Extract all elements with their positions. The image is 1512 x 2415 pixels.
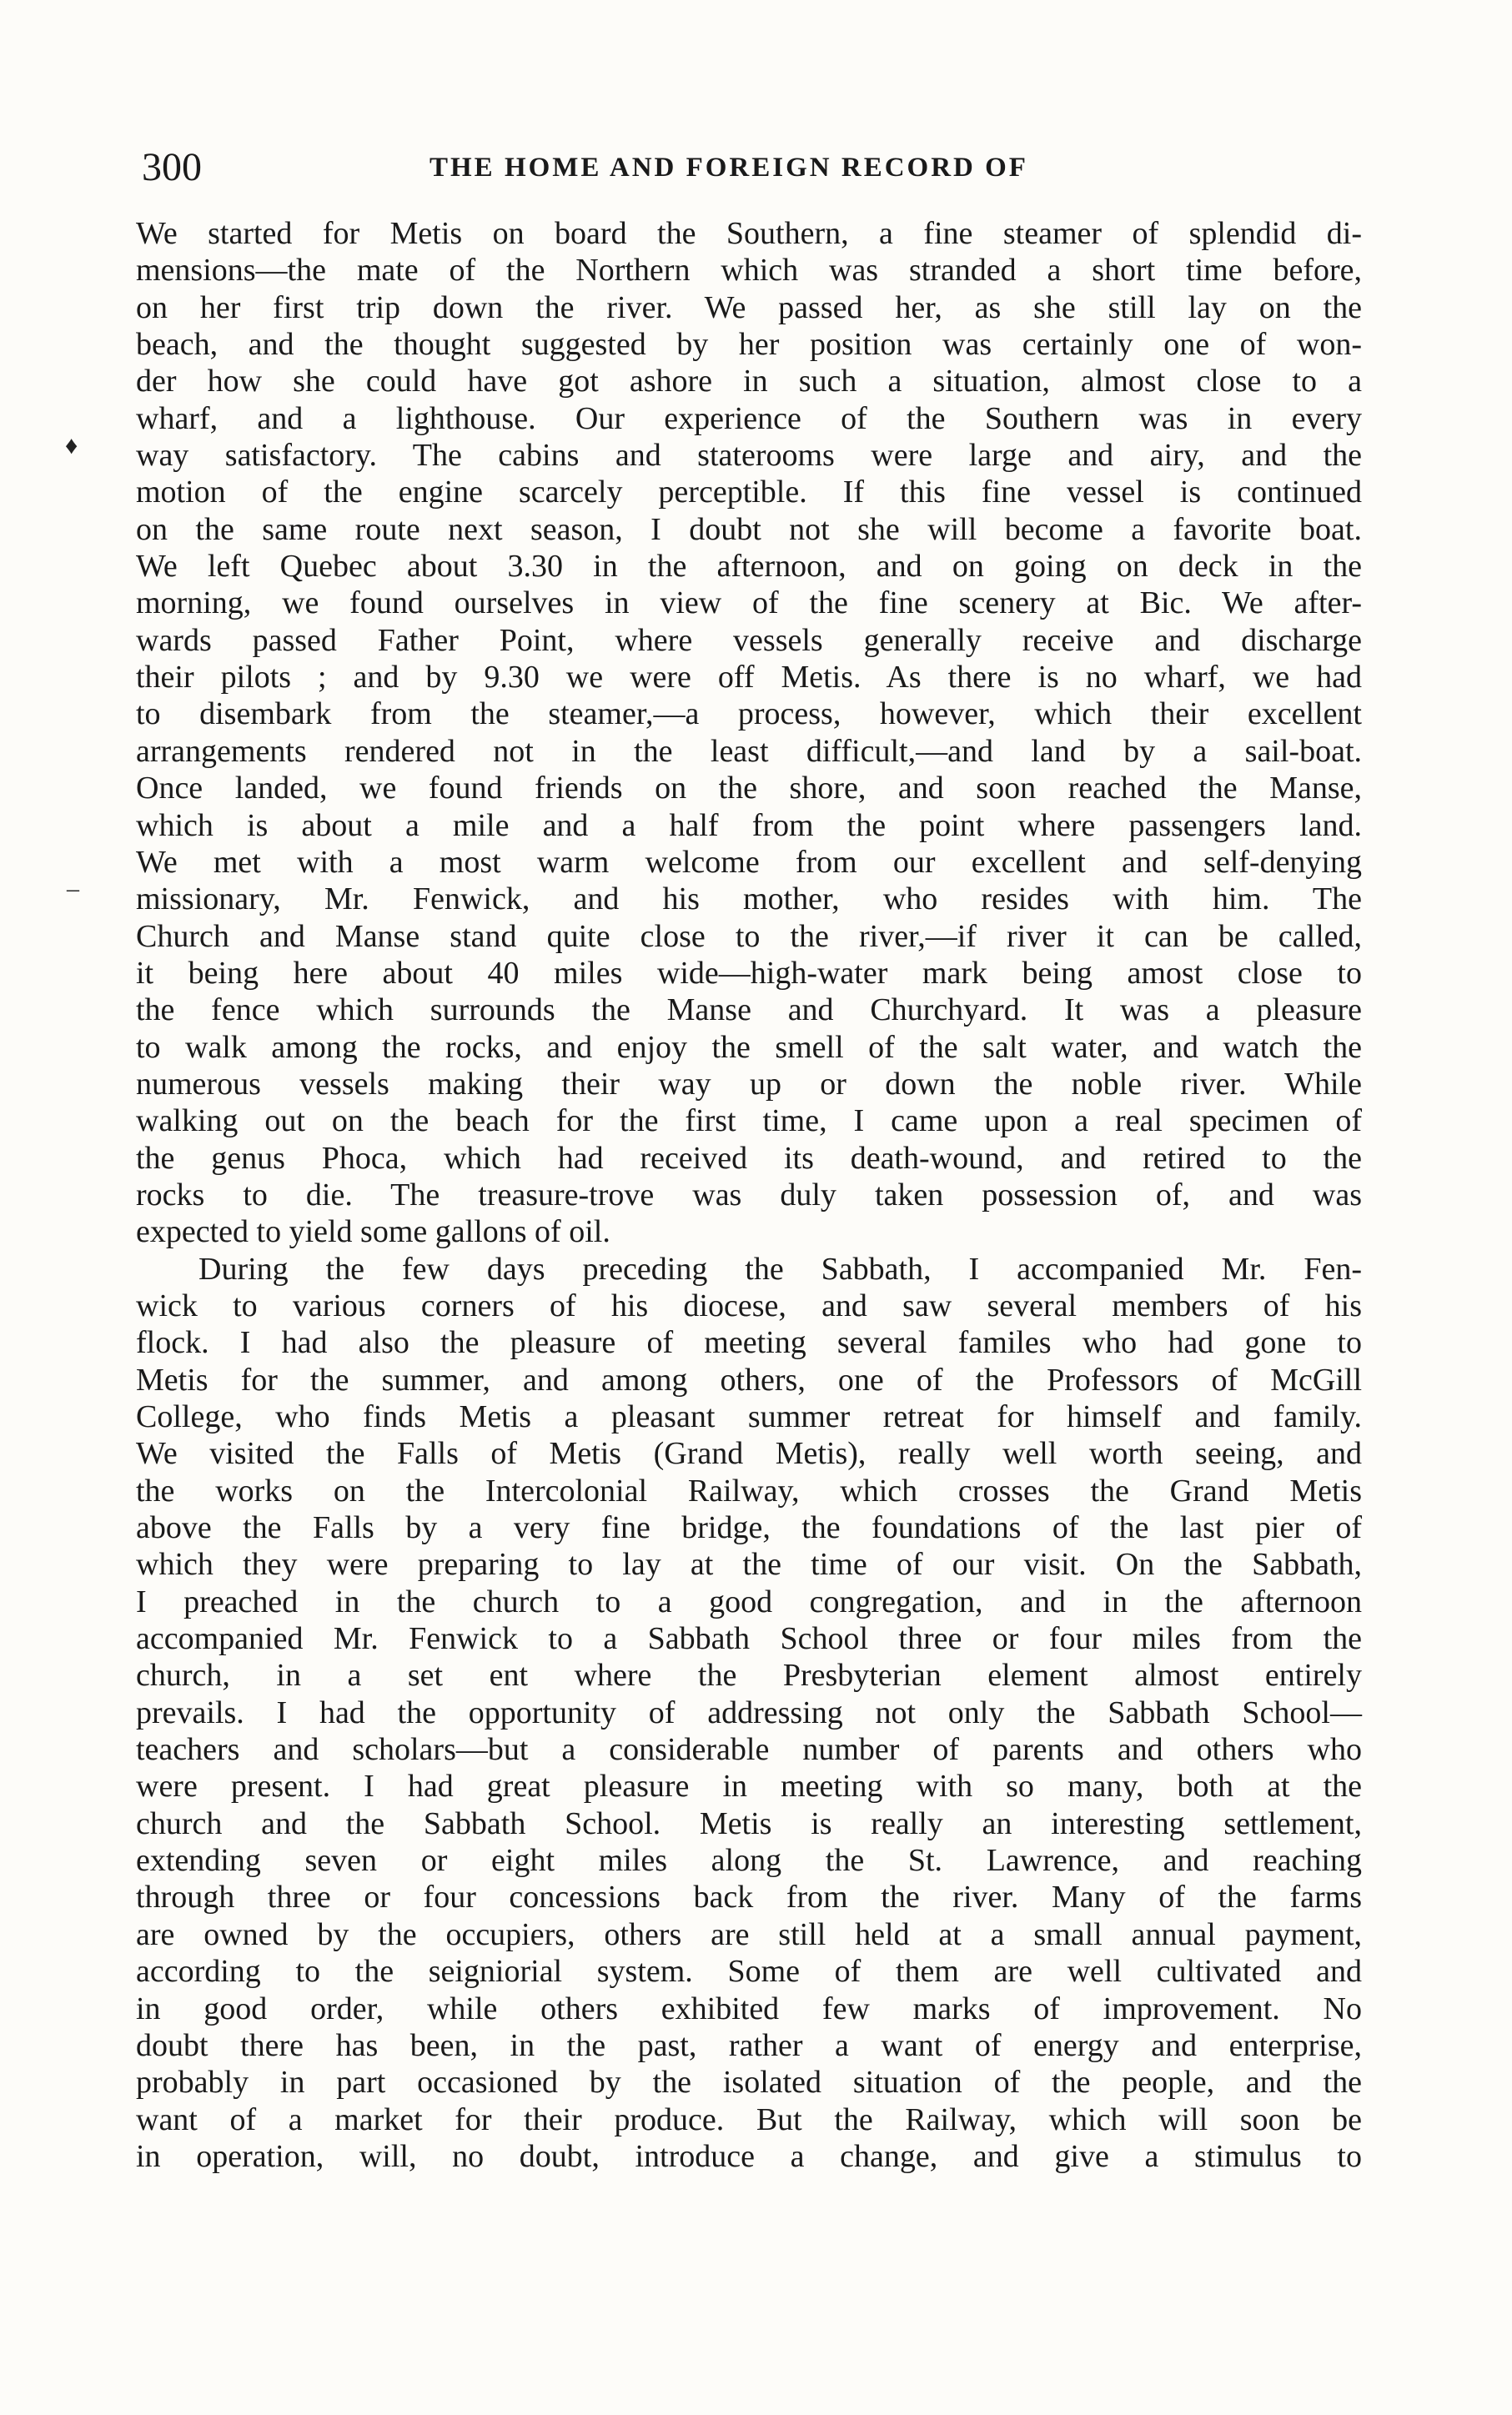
text-line: prevails. I had the opportunity of addressing not only the Sabbath School— [136, 1695, 1362, 1730]
text-line: During the few days preceding the Sabbath, I accompanied Mr. Fen- [198, 1251, 1362, 1287]
text-line: der how she could have got ashore in such a situation, almost close to a [136, 364, 1362, 399]
text-line: to walk among the rocks, and enjoy the smell of the salt water, and watch the [136, 1029, 1362, 1065]
text-line: missionary, Mr. Fenwick, and his mother, who resides with him. The [136, 881, 1362, 917]
text-line: wick to various corners of his diocese, and saw several members of his [136, 1288, 1362, 1323]
text-line: were present. I had great pleasure in meeting with so many, both at the [136, 1769, 1362, 1805]
body-text [136, 215, 1362, 2175]
text-line: wharf, and a lighthouse. Our experience of the Southern was in every [136, 400, 1362, 436]
text-line: above the Falls by a very fine bridge, the foundations of the last pier of [136, 1510, 1362, 1546]
text-line: the fence which surrounds the Manse and Churchyard. It was a pleasure [136, 992, 1362, 1028]
text-line: which is about a mile and a half from the point where passengers land. [136, 807, 1362, 843]
text-line: way satisfactory. The cabins and staterooms were large and airy, and the [136, 438, 1362, 474]
text-line: We visited the Falls of Metis (Grand Metis), really well worth seeing, and [136, 1436, 1362, 1472]
text-line: We left Quebec about 3.30 in the afternoon, and on going on deck in the [136, 549, 1362, 585]
text-line: morning, we found ourselves in view of the fine scenery at Bic. We after- [136, 585, 1362, 621]
text-line: arrangements rendered not in the least difficult,—and land by a sail-boat. [136, 733, 1362, 769]
text-line: in operation, will, no doubt, introduce a change, and give a stimulus to [136, 2138, 1362, 2174]
text-line: Church and Manse stand quite close to the river,—if river it can be called, [136, 918, 1362, 954]
page-header [142, 138, 1359, 197]
text-line: on her first trip down the river. We passed her, as she still lay on the [136, 289, 1362, 325]
text-line: We started for Metis on board the Southern, a fine steamer of splendid di- [136, 216, 1362, 251]
text-line: rocks to die. The treasure-trove was duly taken possession of, and was [136, 1177, 1362, 1213]
text-line: according to the seigniorial system. Some of them are well cultivated and [136, 1954, 1362, 1990]
text-line: in good order, while others exhibited few marks of improvement. No [136, 1991, 1362, 2026]
text-line: College, who finds Metis a pleasant summer retreat for himself and family. [136, 1399, 1362, 1434]
text-line: through three or four concessions back from the river. Many of the farms [136, 1880, 1362, 1915]
text-line: numerous vessels making their way up or down the noble river. While [136, 1066, 1362, 1102]
text-line: mensions—the mate of the Northern which was stranded a short time before, [136, 253, 1362, 289]
text-line: Once landed, we found friends on the shore, and soon reached the Manse, [136, 771, 1362, 806]
text-line: want of a market for their produce. But the Railway, which will soon be [136, 2101, 1362, 2137]
text-line: motion of the engine scarcely perceptible. If this fine vessel is continued [136, 474, 1362, 510]
text-line: accompanied Mr. Fenwick to a Sabbath School three or four miles from the [136, 1621, 1362, 1657]
text-line: church, in a set ent where the Presbyterian element almost entirely [136, 1658, 1362, 1694]
text-line: which they were preparing to lay at the time of our visit. On the Sabbath, [136, 1547, 1362, 1583]
text-line: walking out on the beach for the first time, I came upon a real specimen of [136, 1103, 1362, 1139]
text-line: flock. I had also the pleasure of meeting several familes who had gone to [136, 1325, 1362, 1361]
margin-mark: ♦ [65, 432, 78, 459]
text-line: teachers and scholars—but a considerable number of parents and others who [136, 1732, 1362, 1768]
text-line: We met with a most warm welcome from our excellent and self-denying [136, 844, 1362, 880]
text-line: extending seven or eight miles along the St. Lawrence, and reaching [136, 1843, 1362, 1879]
text-line: the genus Phoca, which had received its death-wound, and retired to the [136, 1140, 1362, 1176]
text-line: the works on the Intercolonial Railway, which crosses the Grand Metis [136, 1473, 1362, 1509]
text-line: doubt there has been, in the past, rather a want of energy and enterprise, [136, 2027, 1362, 2063]
text-line: wards passed Father Point, where vessels generally receive and discharge [136, 622, 1362, 658]
text-line: their pilots ; and by 9.30 we were off Metis. As there is no wharf, we had [136, 660, 1362, 695]
text-line: it being here about 40 miles wide—high-water mark being amost close to [136, 955, 1362, 991]
text-line: to disembark from the steamer,—a process, however, which their excellent [136, 696, 1362, 732]
running-head: THE HOME AND FOREIGN RECORD OF [429, 153, 1028, 183]
text-line: probably in part occasioned by the isolated situation of the people, and the [136, 2065, 1362, 2101]
text-line: expected to yield some gallons of oil. [136, 1214, 610, 1250]
text-line: are owned by the occupiers, others are still held at a small annual payment, [136, 1916, 1362, 1952]
text-line: I preached in the church to a good congregation, and in the afternoon [136, 1584, 1362, 1619]
text-line: beach, and the thought suggested by her position was certainly one of won- [136, 327, 1362, 363]
text-line: Metis for the summer, and among others, one of the Professors of McGill [136, 1362, 1362, 1398]
text-line: church and the Sabbath School. Metis is really an interesting settlement, [136, 1805, 1362, 1841]
text-line: on the same route next season, I doubt not she will become a favorite boat. [136, 511, 1362, 547]
page-number: 300 [142, 145, 202, 189]
margin-mark: – [67, 875, 79, 902]
